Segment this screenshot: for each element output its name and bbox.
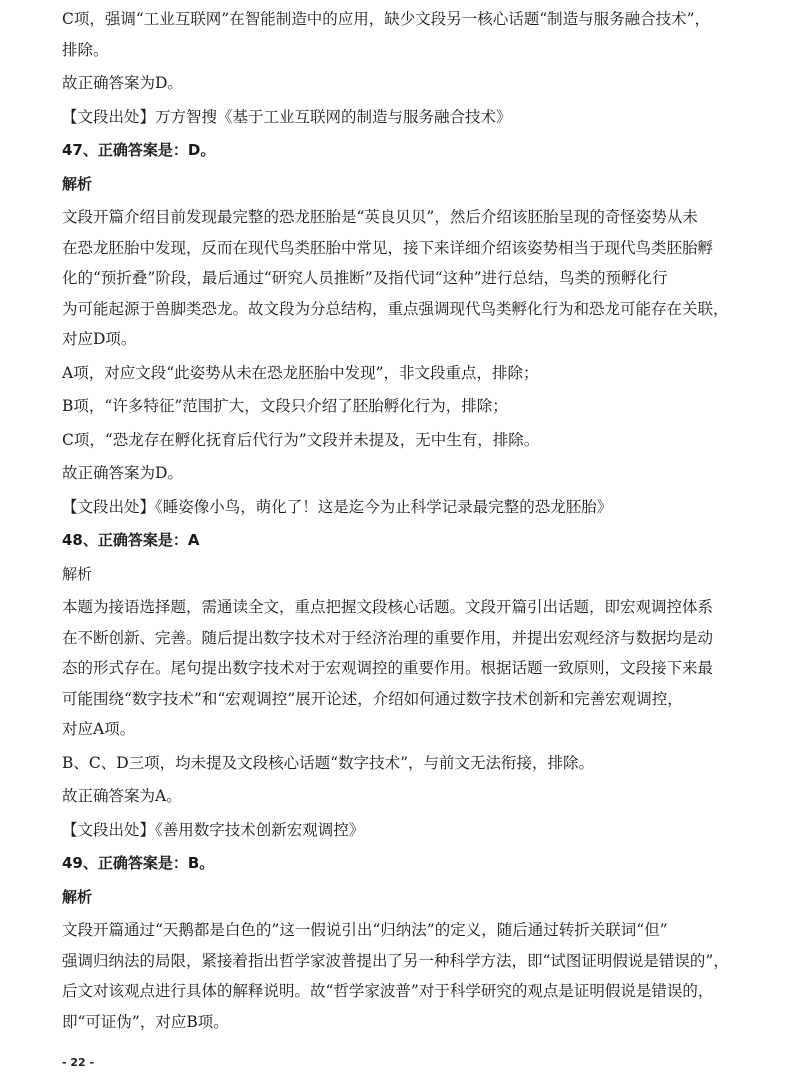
paragraph [62, 748, 762, 779]
text-line: 文段开篇介绍目前发现最完整的恐龙胚胎是“英良贝贝”，然后介绍该胚胎呈现的奇怪姿势从未 [62, 208, 698, 226]
text-line: 文段开篇通过“天鹅都是白色的”这一假说引出“归纳法”的定义，随后通过转折关联词“但” [62, 921, 668, 939]
question-answer-heading: 49、正确答案是：B。 [62, 854, 215, 872]
option-analysis: B、C、D三项，均未提及文段核心话题“数字技术”，与前文无法衔接，排除。 [62, 753, 595, 772]
paragraph [62, 848, 762, 879]
text-line: 在不断创新、完善。随后提出数字技术对于经济治理的重要作用，并提出宏观经济与数据均是动 [62, 628, 714, 647]
option-analysis: A项，对应文段“此姿势从未在恐龙胚胎中发现”，非文段重点，排除； [62, 363, 539, 382]
text-line: 在恐龙胚胎中发现，反而在现代鸟类胚胎中常见，接下来详细介绍该姿势相当于现代鸟类胚胎孵 [62, 238, 714, 257]
text-line: 强调归纳法的局限，紧接着指出哲学家波普提出了另一种科学方法，即“试图证明假说是错误的”， [62, 951, 729, 970]
paragraph [62, 425, 762, 456]
answer-conclusion: 故正确答案为A。 [62, 787, 182, 805]
option-analysis: B项，“许多特征”范围扩大，文段只介绍了胚胎孵化行为，排除； [62, 397, 508, 415]
source-citation: 【文段出处】《睡姿像小鸟，萌化了！这是迄今为止科学记录最完整的恐龙胚胎》 [62, 497, 613, 516]
paragraph [62, 135, 762, 166]
analysis-heading: 解析 [62, 887, 93, 906]
text-line: 可能围绕“数字技术”和“宏观调控”展开论述，介绍如何通过数字技术创新和完善宏观调控， [62, 689, 683, 708]
paragraph [62, 915, 762, 1037]
paragraph [62, 525, 762, 556]
paragraph [62, 781, 762, 812]
text-line: C项，强调“工业互联网”在智能制造中的应用，缺少文段另一核心话题“制造与服务融合技术”， [62, 10, 711, 28]
analysis-heading: 解析 [62, 174, 93, 193]
answer-conclusion: 故正确答案为D。 [62, 464, 183, 482]
paragraph [62, 102, 762, 133]
analysis-heading: 解析 [62, 564, 93, 583]
text-line: 为可能起源于兽脚类恐龙。故文段为分总结构，重点强调现代鸟类孵化行为和恐龙可能存在关联， [62, 299, 729, 318]
paragraph [62, 815, 762, 846]
paragraph [62, 391, 762, 422]
text-line: 化的“预折叠”阶段，最后通过“研究人员推断”及指代词“这种”进行总结，鸟类的预孵化行 [62, 269, 668, 287]
paragraph [62, 68, 762, 99]
page-content [62, 4, 762, 1040]
page-number: - 22 - [62, 1056, 95, 1069]
paragraph [62, 4, 762, 65]
text-line: 排除。 [62, 40, 109, 59]
text-line: 态的形式存在。尾句提出数字技术对于宏观调控的重要作用。根据话题一致原则，文段接下来最 [62, 659, 714, 677]
paragraph [62, 458, 762, 489]
question-answer-heading: 48、正确答案是：A [62, 531, 200, 549]
source-citation: 【文段出处】《善用数字技术创新宏观调控》 [62, 820, 365, 839]
source-citation: 【文段出处】万方智搜《基于工业互联网的制造与服务融合技术》 [62, 107, 512, 126]
text-line: 即“可证伪”，对应B项。 [62, 1012, 229, 1031]
paragraph [62, 358, 762, 389]
paragraph [62, 559, 762, 590]
option-analysis: C项，“恐龙存在孵化抚育后代行为”文段并未提及，无中生有，排除。 [62, 430, 540, 449]
text-line: 对应D项。 [62, 330, 137, 348]
text-line: 本题为接语选择题，需通读全文，重点把握文段核心话题。文段开篇引出话题，即宏观调控体系 [62, 598, 714, 616]
question-answer-heading: 47、正确答案是：D。 [62, 141, 216, 159]
answer-conclusion: 故正确答案为D。 [62, 74, 183, 92]
text-line: 后文对该观点进行具体的解释说明。故“哲学家波普”对于科学研究的观点是证明假说是错误的， [62, 982, 714, 1000]
paragraph [62, 202, 762, 355]
text-line: 对应A项。 [62, 720, 136, 738]
paragraph [62, 492, 762, 523]
paragraph [62, 882, 762, 913]
paragraph [62, 592, 762, 745]
paragraph [62, 169, 762, 200]
